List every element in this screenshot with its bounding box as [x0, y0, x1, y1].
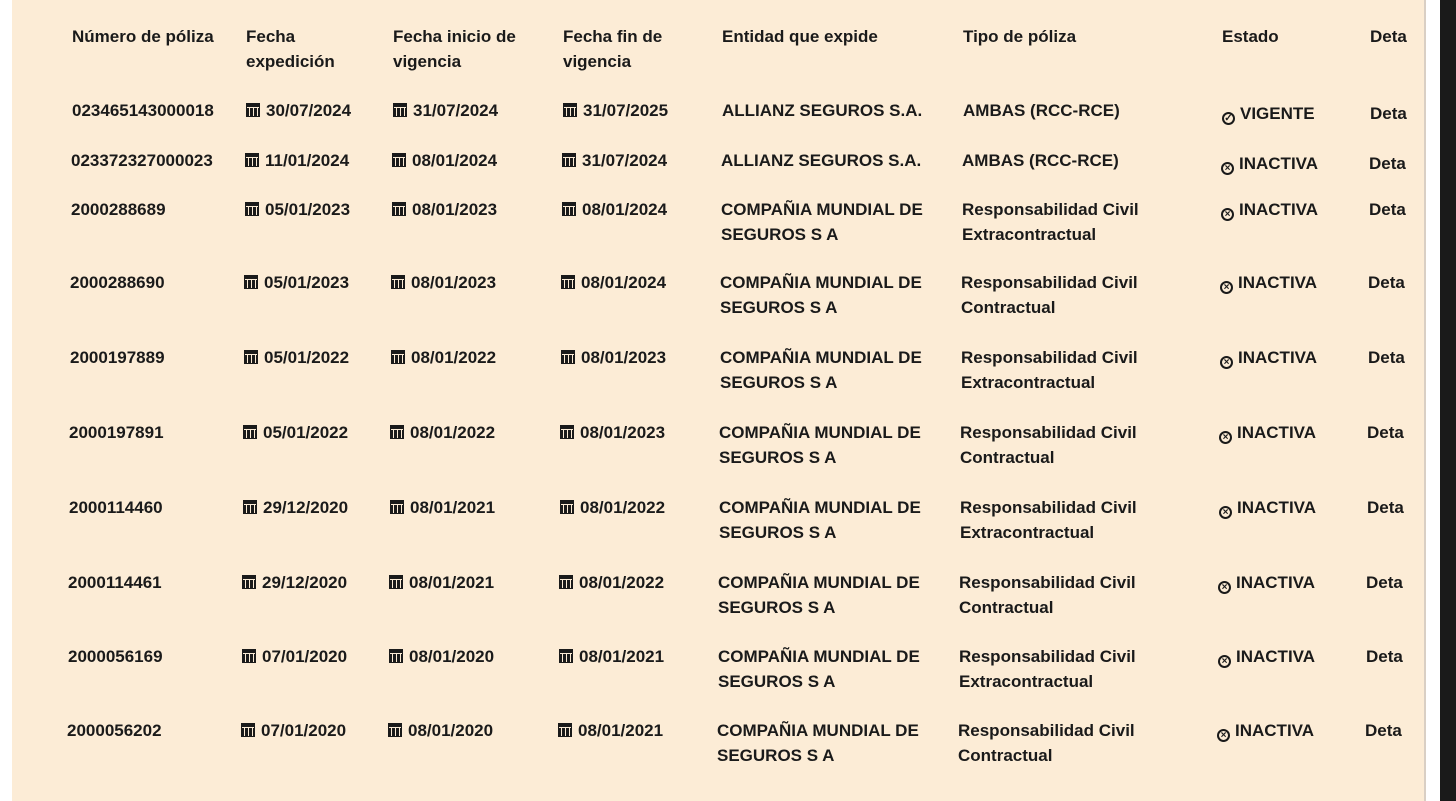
policy-type	[963, 98, 1208, 123]
x-circle-icon: ×	[1219, 431, 1232, 444]
start-date	[390, 420, 555, 445]
calendar-icon	[391, 275, 405, 289]
end-date	[561, 270, 711, 295]
status-badge	[1218, 644, 1358, 669]
status-badge	[1221, 151, 1361, 176]
calendar-icon	[243, 425, 257, 439]
policy-number-text: 2000056169	[68, 647, 163, 666]
detail-link[interactable]	[1365, 718, 1425, 743]
policy-type-text: Responsabilidad Civil Extracontractual	[960, 498, 1137, 542]
issue-date	[246, 98, 386, 123]
policy-type-text: Responsabilidad Civil Extracontractual	[962, 200, 1139, 244]
policy-type	[959, 644, 1204, 694]
start-date-text: 08/01/2022	[411, 348, 497, 367]
start-date	[392, 148, 557, 173]
status-badge	[1217, 718, 1357, 743]
issue-date	[244, 270, 384, 295]
calendar-icon	[389, 649, 403, 663]
start-date-text: 08/01/2023	[411, 273, 497, 292]
end-date	[560, 420, 710, 445]
table-row	[12, 570, 1424, 630]
calendar-icon	[241, 723, 255, 737]
issuer	[721, 197, 951, 247]
calendar-icon	[392, 202, 406, 216]
issuer-text: COMPAÑIA MUNDIAL DE SEGUROS S A	[719, 498, 921, 542]
calendar-icon	[561, 350, 575, 364]
end-date	[559, 644, 709, 669]
policy-number	[67, 718, 237, 743]
table-header-row	[12, 0, 1424, 88]
policy-type	[960, 420, 1205, 470]
end-date	[563, 98, 713, 123]
policy-type-text: Responsabilidad Civil Contractual	[960, 423, 1137, 467]
issuer	[717, 718, 947, 768]
policy-number-text: 2000197891	[69, 423, 164, 442]
x-circle-icon: ×	[1221, 162, 1234, 175]
start-date-text: 08/01/2024	[412, 151, 498, 170]
end-date-text: 08/01/2022	[579, 573, 665, 592]
start-date-text: 31/07/2024	[413, 101, 499, 120]
detail-link-text: Deta	[1368, 348, 1405, 367]
calendar-icon	[242, 575, 256, 589]
status-badge	[1219, 495, 1359, 520]
calendar-icon	[560, 425, 574, 439]
issue-date	[243, 420, 383, 445]
policy-type-text: Responsabilidad Civil Extracontractual	[959, 647, 1136, 691]
policy-number-text: 2000114460	[69, 498, 163, 517]
issue-date	[242, 644, 382, 669]
end-date-text: 08/01/2023	[580, 423, 666, 442]
detail-link-text: Deta	[1369, 200, 1406, 219]
issuer	[720, 270, 950, 320]
policy-type	[958, 718, 1203, 768]
calendar-icon	[390, 425, 404, 439]
end-date-text: 31/07/2025	[583, 101, 669, 120]
end-date-text: 08/01/2021	[579, 647, 665, 666]
issuer-text: COMPAÑIA MUNDIAL DE SEGUROS S A	[717, 721, 919, 765]
issuer-text: COMPAÑIA MUNDIAL DE SEGUROS S A	[719, 423, 921, 467]
scan-border	[1440, 0, 1456, 801]
issue-date-text: 07/01/2020	[261, 721, 347, 740]
document-page	[12, 0, 1424, 801]
header-estado: Estado	[1222, 27, 1279, 46]
status-badge	[1218, 570, 1358, 595]
detail-link[interactable]	[1366, 570, 1426, 595]
end-date	[560, 495, 710, 520]
policy-number-text: 023465143000018	[72, 101, 214, 120]
status-badge-text: INACTIVA	[1236, 647, 1316, 666]
end-date	[562, 197, 712, 222]
calendar-icon	[245, 202, 259, 216]
x-circle-icon: ×	[1218, 581, 1231, 594]
policy-type	[959, 570, 1204, 620]
start-date	[390, 495, 555, 520]
x-circle-icon: ×	[1217, 729, 1230, 742]
x-circle-icon: ×	[1220, 281, 1233, 294]
detail-link-text: Deta	[1368, 273, 1405, 292]
issuer-text: COMPAÑIA MUNDIAL DE SEGUROS S A	[718, 573, 920, 617]
table-row	[12, 420, 1424, 480]
issuer-text: ALLIANZ SEGUROS S.A.	[722, 101, 923, 120]
policy-number-text: 2000197889	[70, 348, 165, 367]
header-expedicion: Fecha expedición	[246, 27, 335, 71]
issue-date	[245, 197, 385, 222]
policy-type	[960, 495, 1205, 545]
policy-number	[72, 98, 242, 123]
detail-link-text: Deta	[1365, 721, 1402, 740]
start-date	[388, 718, 553, 743]
start-date	[389, 570, 554, 595]
policy-type-text: Responsabilidad Civil Contractual	[961, 273, 1138, 317]
status-badge-text: INACTIVA	[1239, 200, 1319, 219]
start-date	[391, 270, 556, 295]
issue-date-text: 05/01/2023	[265, 200, 351, 219]
issuer	[722, 98, 952, 123]
end-date-text: 08/01/2024	[582, 200, 668, 219]
policy-type	[961, 270, 1206, 320]
detail-link-text: Deta	[1367, 423, 1404, 442]
detail-link-text: Deta	[1366, 573, 1403, 592]
policy-number-text: 2000288689	[71, 200, 166, 219]
start-date	[389, 644, 554, 669]
issuer	[721, 148, 951, 173]
start-date-text: 08/01/2020	[409, 647, 495, 666]
detail-link-text: Deta	[1366, 647, 1403, 666]
start-date	[393, 98, 558, 123]
issuer-text: COMPAÑIA MUNDIAL DE SEGUROS S A	[720, 273, 922, 317]
calendar-icon	[560, 500, 574, 514]
status-badge-text: VIGENTE	[1240, 104, 1315, 123]
policy-number	[68, 644, 238, 669]
issuer	[718, 570, 948, 620]
header-tipo: Tipo de póliza	[963, 27, 1077, 46]
table-row	[12, 345, 1424, 405]
issue-date-text: 07/01/2020	[262, 647, 348, 666]
page-edge	[1424, 0, 1426, 801]
detail-link-text: Deta	[1367, 498, 1404, 517]
issue-date	[241, 718, 381, 743]
policy-number-text: 2000114461	[68, 573, 162, 592]
policy-type	[961, 345, 1206, 395]
policy-type	[962, 197, 1207, 247]
policy-type-text: Responsabilidad Civil Contractual	[958, 721, 1135, 765]
end-date-text: 08/01/2021	[578, 721, 664, 740]
end-date	[558, 718, 708, 743]
policy-type-text: Responsabilidad Civil Extracontractual	[961, 348, 1138, 392]
table-row	[12, 495, 1424, 555]
calendar-icon	[244, 275, 258, 289]
status-badge	[1219, 420, 1359, 445]
policy-type-text: Responsabilidad Civil Contractual	[959, 573, 1136, 617]
detail-link-text: Deta	[1369, 154, 1406, 173]
calendar-icon	[562, 202, 576, 216]
status-badge	[1220, 270, 1360, 295]
detail-link[interactable]	[1366, 644, 1426, 669]
calendar-icon	[559, 575, 573, 589]
calendar-icon	[562, 153, 576, 167]
issue-date	[242, 570, 382, 595]
policy-table	[12, 0, 1424, 765]
issue-date-text: 11/01/2024	[265, 151, 350, 170]
policy-number-text: 023372327000023	[71, 151, 213, 170]
start-date-text: 08/01/2023	[412, 200, 498, 219]
issue-date-text: 05/01/2022	[263, 423, 349, 442]
calendar-icon	[388, 723, 402, 737]
issue-date	[244, 345, 384, 370]
detail-link[interactable]	[1369, 151, 1429, 176]
policy-number-text: 2000056202	[67, 721, 162, 740]
x-circle-icon: ×	[1218, 655, 1231, 668]
end-date-text: 08/01/2022	[580, 498, 666, 517]
policy-number	[71, 148, 241, 173]
issue-date	[245, 148, 385, 173]
policy-number-text: 2000288690	[70, 273, 165, 292]
policy-type	[962, 148, 1207, 173]
calendar-icon	[559, 649, 573, 663]
issuer	[719, 495, 949, 545]
detail-link[interactable]	[1370, 101, 1430, 126]
x-circle-icon: ×	[1220, 356, 1233, 369]
calendar-icon	[558, 723, 572, 737]
detail-link[interactable]	[1369, 197, 1429, 222]
calendar-icon	[246, 103, 260, 117]
calendar-icon	[243, 500, 257, 514]
policy-number	[71, 197, 241, 222]
end-date	[559, 570, 709, 595]
issue-date-text: 29/12/2020	[263, 498, 349, 517]
start-date-text: 08/01/2021	[410, 498, 496, 517]
detail-link[interactable]	[1368, 270, 1428, 295]
issue-date	[243, 495, 383, 520]
policy-number	[69, 495, 239, 520]
status-badge-text: INACTIVA	[1239, 154, 1319, 173]
issuer-text: COMPAÑIA MUNDIAL DE SEGUROS S A	[720, 348, 922, 392]
calendar-icon	[392, 153, 406, 167]
policy-number	[70, 270, 240, 295]
calendar-icon	[563, 103, 577, 117]
end-date-text: 08/01/2023	[581, 348, 667, 367]
end-date	[561, 345, 711, 370]
status-badge	[1222, 101, 1362, 126]
status-badge	[1221, 197, 1361, 222]
table-row	[12, 197, 1424, 257]
start-date	[391, 345, 556, 370]
status-badge-text: INACTIVA	[1237, 423, 1317, 442]
table-row	[12, 644, 1424, 704]
policy-type-text: AMBAS (RCC-RCE)	[962, 151, 1119, 170]
status-badge-text: INACTIVA	[1235, 721, 1315, 740]
calendar-icon	[393, 103, 407, 117]
table-row	[12, 270, 1424, 330]
start-date-text: 08/01/2022	[410, 423, 496, 442]
status-badge	[1220, 345, 1360, 370]
issuer	[720, 345, 950, 395]
header-entidad: Entidad que expide	[722, 27, 878, 46]
calendar-icon	[245, 153, 259, 167]
end-date-text: 31/07/2024	[582, 151, 668, 170]
status-badge-text: INACTIVA	[1236, 573, 1316, 592]
calendar-icon	[561, 275, 575, 289]
issuer-text: ALLIANZ SEGUROS S.A.	[721, 151, 922, 170]
policy-number	[68, 570, 238, 595]
issue-date-text: 05/01/2023	[264, 273, 350, 292]
end-date-text: 08/01/2024	[581, 273, 667, 292]
calendar-icon	[389, 575, 403, 589]
x-circle-icon: ×	[1221, 208, 1234, 221]
issuer-text: COMPAÑIA MUNDIAL DE SEGUROS S A	[718, 647, 920, 691]
issue-date-text: 29/12/2020	[262, 573, 348, 592]
detail-link[interactable]	[1367, 420, 1427, 445]
check-circle-icon: ✓	[1222, 112, 1235, 125]
start-date	[392, 197, 557, 222]
status-badge-text: INACTIVA	[1238, 273, 1318, 292]
end-date	[562, 148, 712, 173]
detail-link[interactable]	[1368, 345, 1428, 370]
header-inicio: Fecha inicio de vigencia	[393, 27, 516, 71]
table-row	[12, 718, 1424, 778]
status-badge-text: INACTIVA	[1238, 348, 1318, 367]
policy-number	[69, 420, 239, 445]
calendar-icon	[391, 350, 405, 364]
detail-link-text: Deta	[1370, 104, 1407, 123]
start-date-text: 08/01/2020	[408, 721, 494, 740]
detail-link[interactable]	[1367, 495, 1427, 520]
policy-number	[70, 345, 240, 370]
calendar-icon	[244, 350, 258, 364]
x-circle-icon: ×	[1219, 506, 1232, 519]
issuer	[718, 644, 948, 694]
header-numero: Número de póliza	[72, 27, 214, 46]
status-badge-text: INACTIVA	[1237, 498, 1317, 517]
issue-date-text: 30/07/2024	[266, 101, 352, 120]
issue-date-text: 05/01/2022	[264, 348, 350, 367]
header-detalle: Deta	[1370, 27, 1407, 46]
issuer-text: COMPAÑIA MUNDIAL DE SEGUROS S A	[721, 200, 923, 244]
calendar-icon	[242, 649, 256, 663]
header-fin: Fecha fin de vigencia	[563, 27, 663, 71]
issuer	[719, 420, 949, 470]
policy-type-text: AMBAS (RCC-RCE)	[963, 101, 1120, 120]
calendar-icon	[390, 500, 404, 514]
start-date-text: 08/01/2021	[409, 573, 495, 592]
